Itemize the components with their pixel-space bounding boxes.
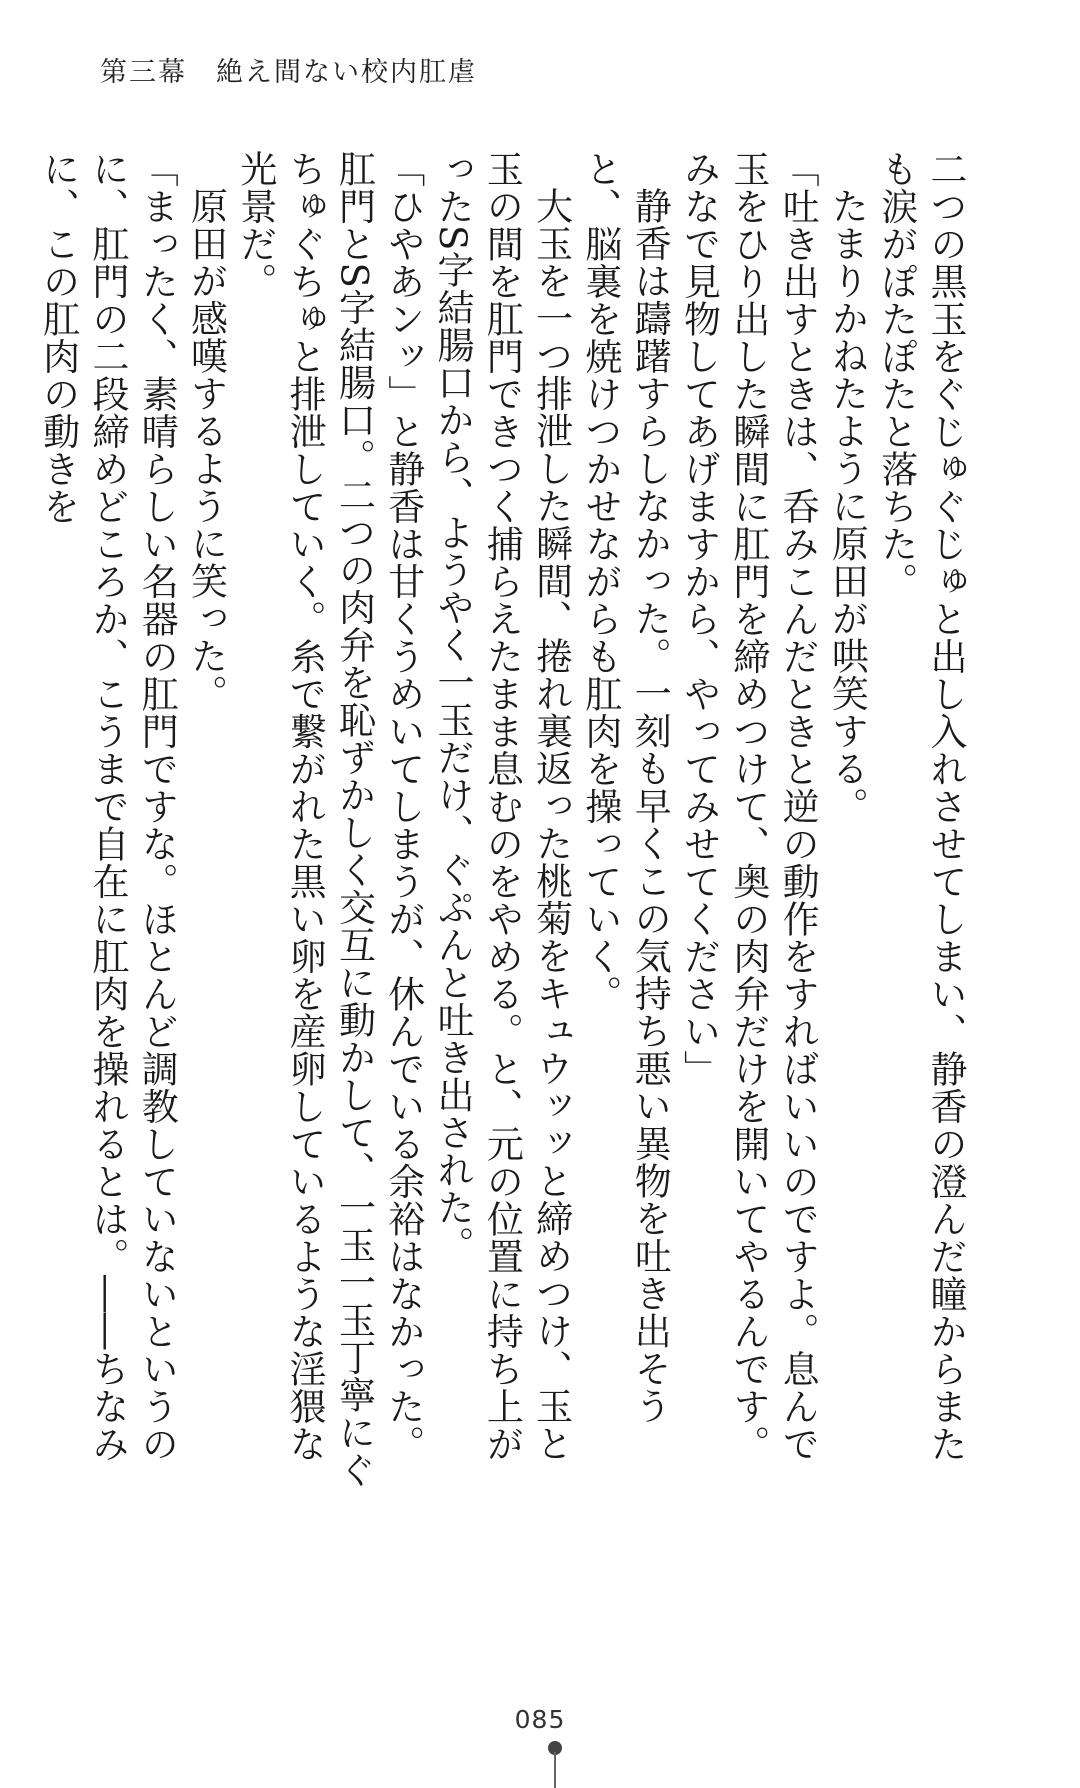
paragraph: 肛門とS字結腸口。二つの肉弁を恥ずかしく交互に動かして、一玉一玉丁寧にぐちゅぐちゅと排泄していく。糸で繋がれた黒い卵を産卵しているような淫猥な光景だ。 xyxy=(233,150,376,1489)
folio-line-ornament xyxy=(554,1752,556,1788)
paragraph: たまりかねたように原田が哄笑する。 xyxy=(825,187,869,825)
page-number: 085 xyxy=(514,1705,566,1734)
dialogue-paragraph: 「ひやあンッ」と静香は甘くうめいてしまうが、休んでいる余裕はなかった。 xyxy=(381,150,425,1463)
paragraph: 大玉を一つ排泄した瞬間、捲れ裏返った桃菊をキュウッッと締めつけ、玉と玉の間を肛門できつく捕らえたまま息むのをやめる。と、元の位置に持ち上がったS字結腸口から、ようやく一玉だけ、ぐぷんと吐き出された。 xyxy=(431,150,573,1463)
paragraph: 原田が感嘆するように笑った。 xyxy=(184,187,228,712)
dialogue-paragraph: 「まったく、素晴らしい名器の肛門ですな。ほとんど調教していないというのに、肛門の二段締めどころか、こうまで自在に肛肉を操れるとは。――ちなみに、この肛肉の動きを xyxy=(36,150,179,1463)
body-text xyxy=(36,150,970,1490)
paragraph: 静香は躊躇すらしなかった。一刻も早くこの気持ち悪い異物を吐き出そうと、脳裏を焼けつかせながらも肛肉を操っていく。 xyxy=(578,150,672,1425)
chapter-title: 第三幕 絶え間ない校内肛虐 xyxy=(100,57,477,88)
dialogue-paragraph: 「吐き出すときは、呑みこんだときと逆の動作をすればいいのですよ。息んで玉をひり出した瞬間に肛門を締めつけて、奥の肉弁だけを開いてやるんです。みなで見物してあげますから、やってみせてください」 xyxy=(677,150,820,1463)
paragraph: 二つの黒玉をぐじゅぐじゅと出し入れさせてしまい、静香の澄んだ瞳からまたも涙がぽたぽたと落ちた。 xyxy=(874,150,967,1463)
